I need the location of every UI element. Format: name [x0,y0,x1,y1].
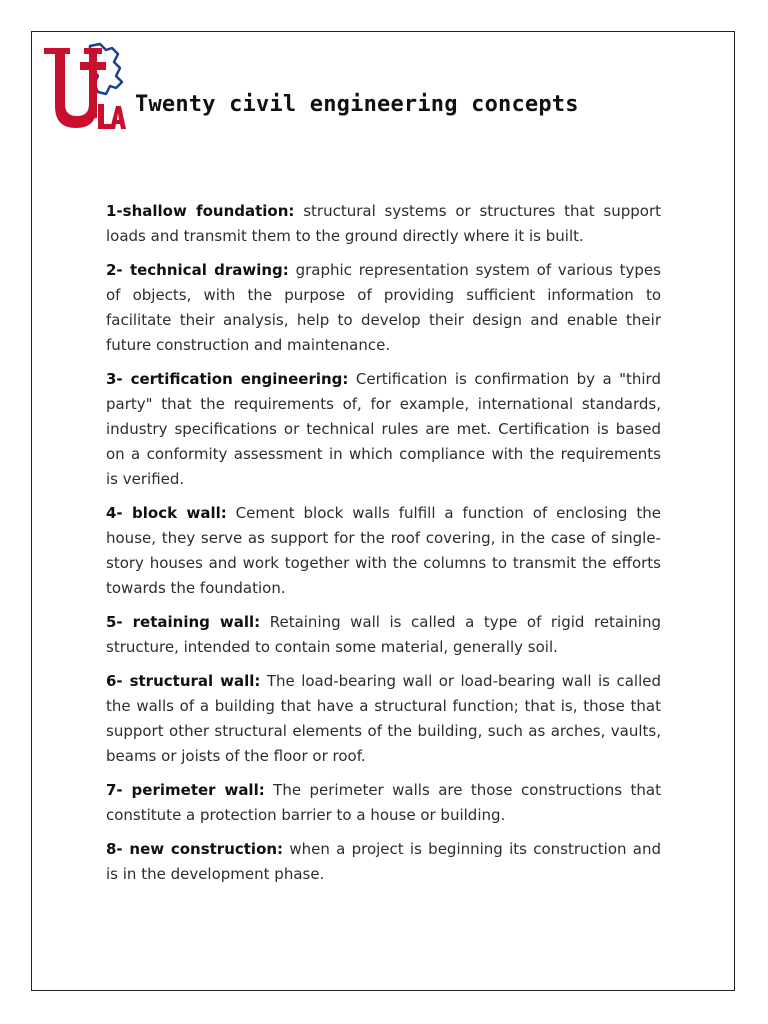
concept-item [106,199,661,249]
concept-item [106,610,661,660]
concept-item [106,367,661,492]
concept-term: 2- technical drawing: [106,261,289,279]
concept-term: 5- retaining wall: [106,613,261,631]
concept-item [106,258,661,358]
concept-term: 4- block wall: [106,504,227,522]
concept-list [106,199,661,896]
concept-term: 7- perimeter wall: [106,781,265,799]
concept-item [106,501,661,601]
concept-item [106,837,661,887]
concept-item [106,669,661,769]
concept-term: 8- new construction: [106,840,284,858]
concept-term: 3- certification engineering: [106,370,349,388]
concept-definition: graphic representation system of various types of objects, with the purpose of providing sufficient information to facilitate their analysis, help to develop their design and enable their future construction and maintenance. [106,261,661,354]
concept-item [106,778,661,828]
concept-definition: structural systems or structures that support loads and transmit them to the ground directly where it is built. [106,202,661,245]
concept-term: 1-shallow foundation: [106,202,295,220]
concept-definition: The perimeter walls are those constructions that constitute a protection barrier to a house or building. [106,781,661,824]
utla-logo-icon [40,42,126,140]
document-title: Twenty civil engineering concepts [135,92,579,117]
concept-definition: Cement block walls fulfill a function of enclosing the house, they serve as support for the roof covering, in the case of single-story houses and work together with the columns to transmit the efforts towards the foundation. [106,504,661,597]
concept-term: 6- structural wall: [106,672,261,690]
concept-definition: Retaining wall is called a type of rigid retaining structure, intended to contain some material, generally soil. [106,613,661,656]
concept-definition: when a project is beginning its construction and is in the development phase. [106,840,661,883]
concept-definition: Certification is confirmation by a "third party" that the requirements of, for example, international standards, industry specifications or technical rules are met. Certification is based on a conformity assessment in which compliance with the requirements is verified. [106,370,661,488]
concept-definition: The load-bearing wall or load-bearing wall is called the walls of a building that have a structural function; that is, those that support other structural elements of the building, such as arches, vaults, beams or joists of the floor or roof. [106,672,661,765]
